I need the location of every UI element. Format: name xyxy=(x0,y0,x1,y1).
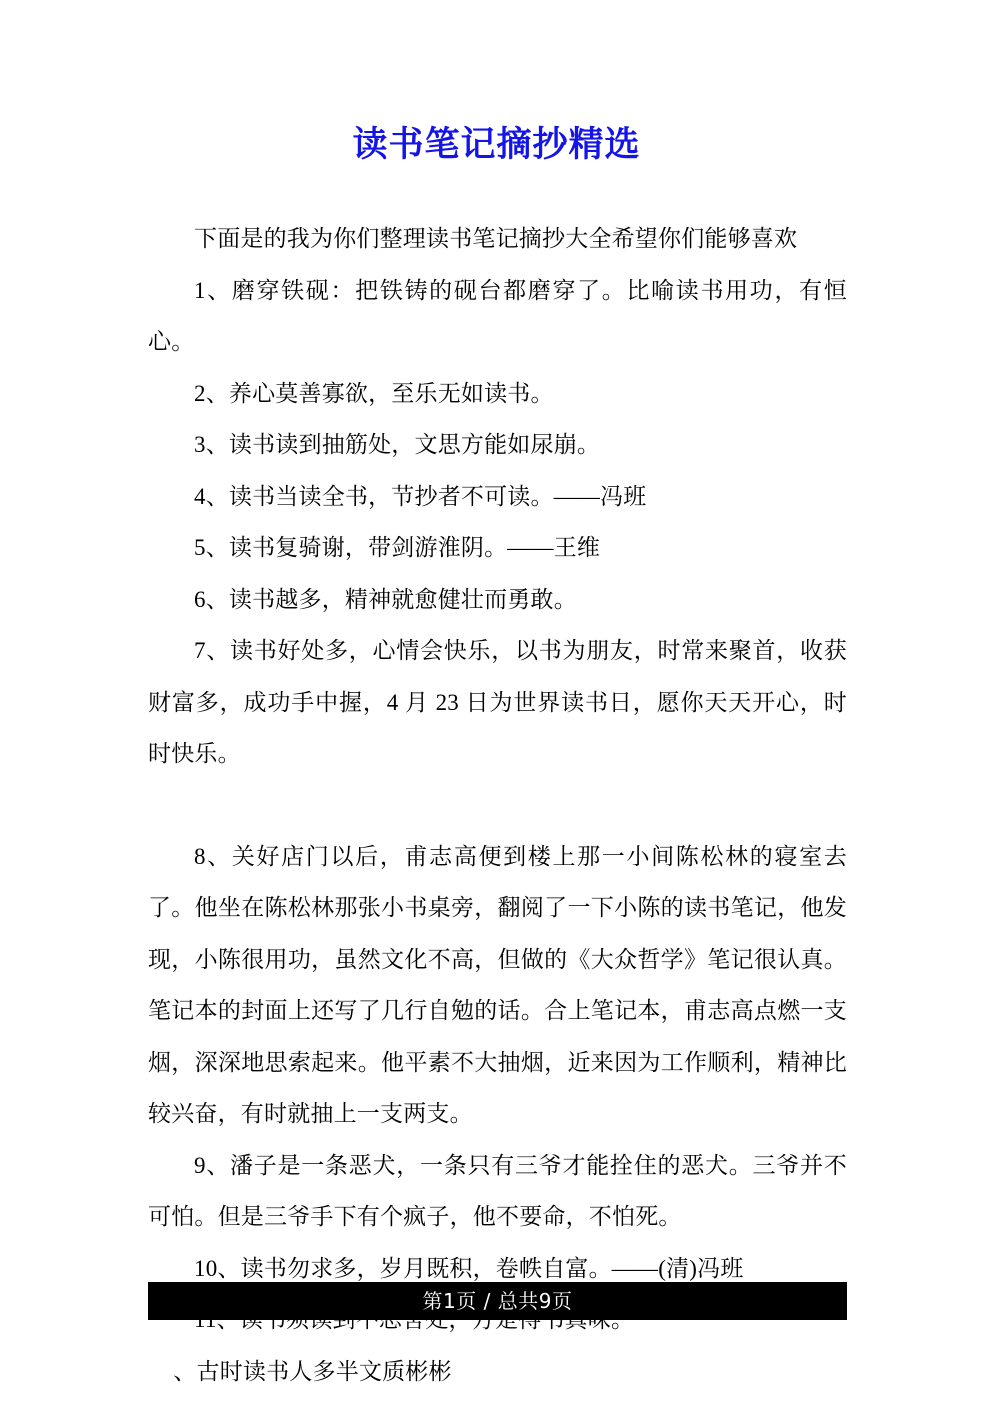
paragraph-intro: 下面是的我为你们整理读书笔记摘抄大全希望你们能够喜欢 xyxy=(194,226,798,251)
paragraph-item-12: 、古时读书人多半文质彬彬 xyxy=(173,1358,452,1384)
paragraph-item-9: 9、潘子是一条恶犬，一条只有三爷才能拴住的恶犬。三爷并不可怕。但是三爷手下有个疯子，他不要命，不怕死。 xyxy=(148,1152,847,1229)
paragraph-item-2: 2、养心莫善寡欲，至乐无如读书。 xyxy=(194,380,554,406)
paragraph-item-6: 6、读书越多，精神就愈健壮而勇敢。 xyxy=(194,586,577,612)
paragraph-item-4: 4、读书当读全书，节抄者不可读。——冯班 xyxy=(194,483,647,509)
paragraph-item-1: 1、磨穿铁砚：把铁铸的砚台都磨穿了。比喻读书用功，有恒心。 xyxy=(148,277,847,354)
paragraph-item-7: 7、读书好处多，心情会快乐，以书为朋友，时常来聚首，收获财富多，成功手中握，4 月 23 日为世界读书日，愿你天天开心，时时快乐。 xyxy=(148,638,847,766)
paragraph-item-5: 5、读书复骑谢，带剑游淮阴。——王维 xyxy=(194,535,601,560)
paragraph-item-10: 10、读书勿求多，岁月既积，卷帙自富。——(清)冯班 xyxy=(194,1255,744,1281)
paragraph-item-3: 3、读书读到抽筋处，文思方能如尿崩。 xyxy=(194,432,601,457)
page-number-label: 第1页 / 总共9页 xyxy=(422,1289,573,1313)
page-footer-bar xyxy=(148,1282,847,1320)
paragraph-item-8: 8、关好店门以后，甫志高便到楼上那一小间陈松林的寝室去了。他坐在陈松林那张小书桌旁，翻阅了一下小陈的读书笔记，他发现，小陈很用功，虽然文化不高，但做的《大众哲学》笔记很认真。笔记本的封面上还写了几行自勉的话。合上笔记本，甫志高点燃一支烟，深深地思索起来。他平素不大抽烟，近来因为工作顺利，精神比较兴奋，有时就抽上一支两支。 xyxy=(148,843,847,1126)
page-title: 读书笔记摘抄精选 xyxy=(352,125,641,165)
document-body xyxy=(148,213,847,1397)
